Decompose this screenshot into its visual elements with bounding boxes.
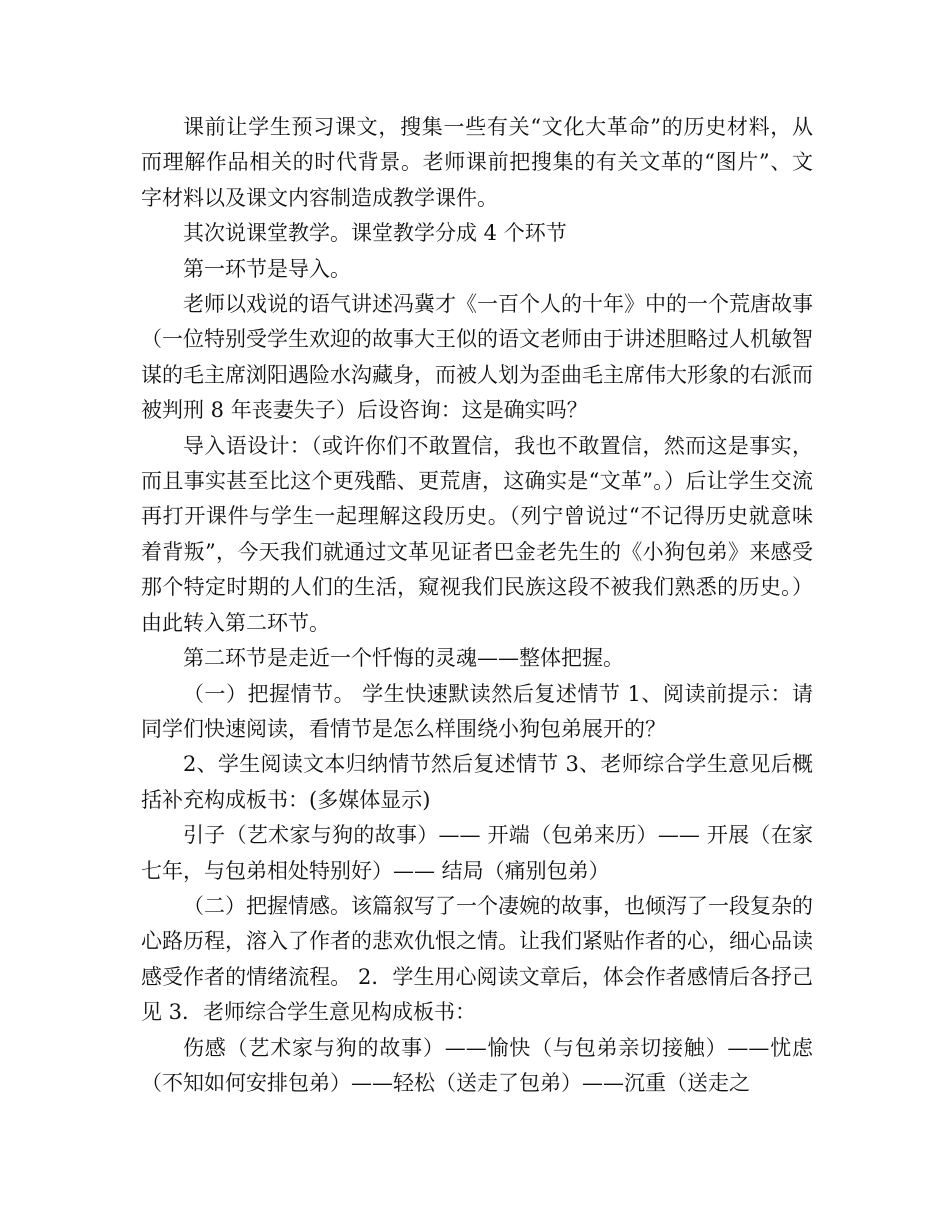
paragraph-emotion: （二）把握情感。该篇叙写了一个凄婉的故事，也倾泻了一段复杂的心路历程，溶入了作者的悲欢仇恨之情。让我们紧贴作者的心，细心品读感受作者的情绪流程。 2．学生用心阅读文章后，体会作者感情后各抒己见 3．老师综合学生意见构成板书： — [141, 893, 813, 1025]
paragraph-preview-prep: 课前让学生预习课文，搜集一些有关“文化大革命”的历史材料，从而理解作品相关的时代背景。老师课前把搜集的有关文革的“图片”、文字材料以及课文内容制造成教学课件。 — [141, 115, 813, 210]
paragraph-emotion-board: 伤感（艺术家与狗的故事）——愉快（与包弟亲切接触）——忧虑（不知如何安排包弟）——轻松（送走了包弟）——沉重（送走之 — [141, 1035, 813, 1095]
paragraph-plot: （一）把握情节。 学生快速默读然后复述情节 1、阅读前提示：请同学们快速阅读，看情节是怎么样围绕小狗包弟展开的？ — [141, 681, 813, 741]
paragraph-second-stage: 第二环节是走近一个忏悔的灵魂——整体把握。 — [183, 646, 624, 671]
paragraph-story: 老师以戏说的语气讲述冯冀才《一百个人的十年》中的一个荒唐故事（一位特别受学生欢迎的故事大王似的语文老师由于讲述胆略过人机敏智谋的毛主席浏阳遇险水沟藏身，而被人划为歪曲毛主席伟大形象的右派而被判刑 8 年丧妻失子）后设咨询：这是确实吗？ — [141, 292, 813, 423]
paragraph-classroom-teaching: 其次说课堂教学。课堂教学分成 4 个环节 — [183, 221, 567, 246]
paragraph-first-stage: 第一环节是导入。 — [183, 256, 351, 281]
paragraph-intro-design: 导入语设计：（或许你们不敢置信，我也不敢置信，然而这是事实，而且事实甚至比这个更残酷、更荒唐，这确实是“文革”。）后让学生交流再打开课件与学生一起理解这段历史。（列宁曾说过“不记得历史就意味着背叛”，今天我们就通过文革见证者巴金老先生的《小狗包弟》来感受那个特定时期的人们的生活，窥视我们民族这段不被我们熟悉的历史。）由此转入第二环节。 — [141, 433, 813, 635]
paragraph-plot-board: 引子（艺术家与狗的故事）—— 开端（包弟来历）—— 开展（在家七年，与包弟相处特别好）—— 结局（痛别包弟） — [141, 823, 813, 883]
document-page — [141, 110, 813, 1101]
paragraph-plot-summary: 2、学生阅读文本归纳情节然后复述情节 3、老师综合学生意见后概括补充构成板书：(多媒体显示) — [141, 752, 813, 812]
